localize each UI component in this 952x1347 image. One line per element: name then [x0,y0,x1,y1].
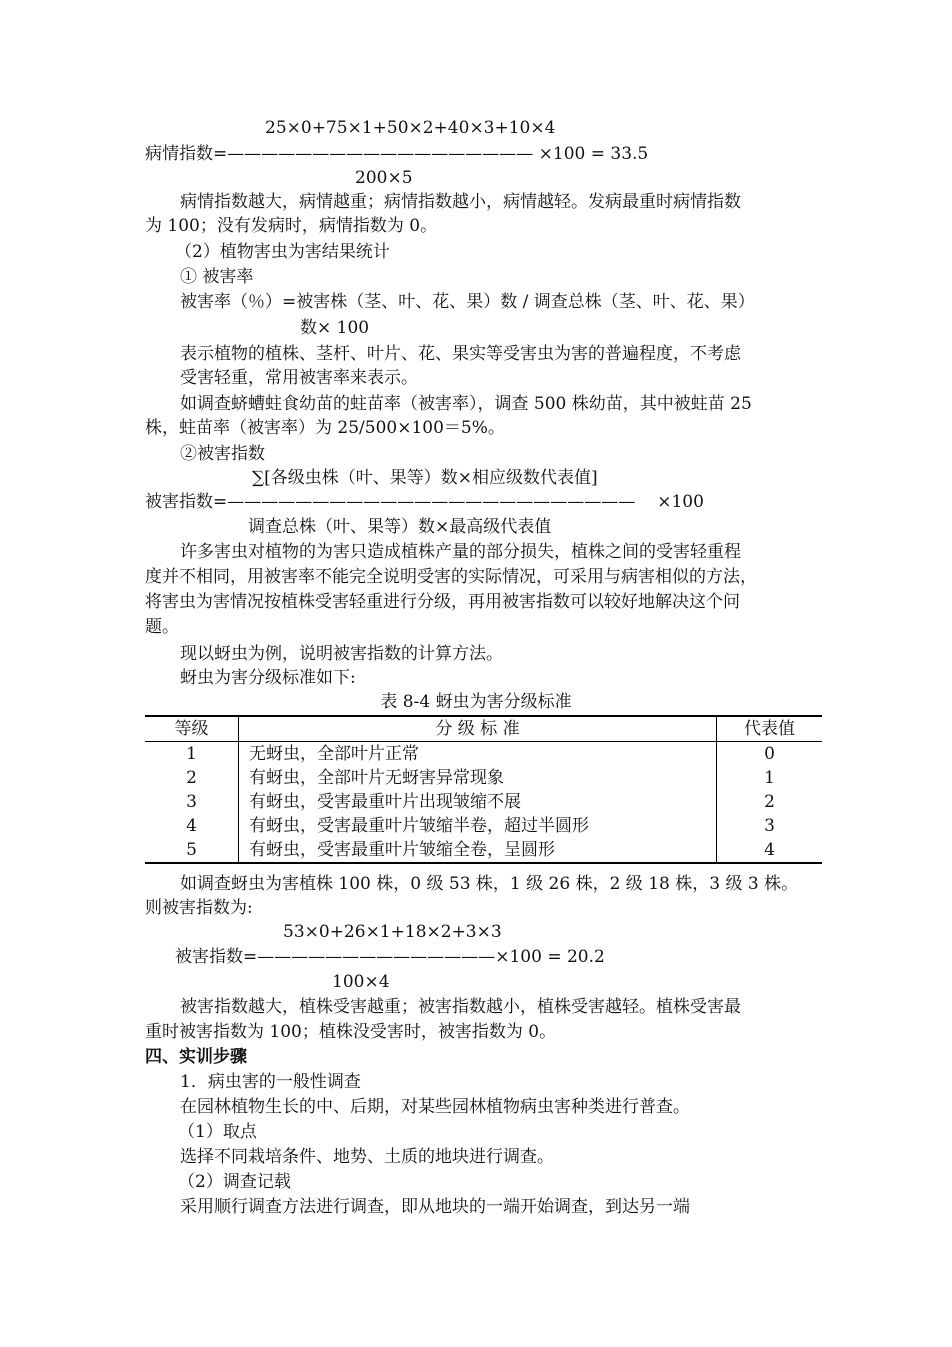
formula2-numerator: ∑[各级虫株（叶、果等）数×相应级数代表值] [252,468,598,488]
paragraph-aphid-example: 现以蚜虫为例，说明被害指数的计算方法。 [180,644,503,664]
cell-value: 1 [764,768,775,788]
formula2-denominator: 调查总株（叶、果等）数×最高级代表值 [248,517,552,537]
formula1-bar: —————————————————— [227,144,534,164]
step-sampling-text: 选择不同栽培条件、地势、土质的地块进行调查。 [180,1147,554,1167]
formula3-line [175,945,605,969]
section-heading-steps: 四、实训步骤 [145,1047,247,1067]
step-sampling: （1）取点 [178,1122,257,1142]
formula3-lhs: 被害指数= [175,947,258,967]
heading-pest-stats: （2）植物害虫为害结果统计 [175,242,390,262]
cell-value: 4 [764,840,775,860]
cell-value: 3 [764,816,775,836]
paragraph-disease-index-2: 为 100；没有发病时，病情指数为 0。 [145,216,438,236]
formula2-line [145,490,704,514]
cell-standard: 有蚜虫，受害最重叶片出现皱缩不展 [239,790,717,814]
paragraph-index-meaning-1: 被害指数越大，植株受害越重；被害指数越小，植株受害越轻。植株受害最 [180,997,741,1017]
header-standard: 分 级 标 准 [239,716,717,742]
formula1-lhs: 病情指数= [145,144,228,164]
table-row [145,838,822,863]
cell-grade: 4 [145,814,239,838]
step-recording: （2）调查记载 [178,1172,291,1192]
cell-value: 0 [764,744,775,764]
cell-grade: 1 [145,742,239,767]
formula1-line [145,142,648,166]
formula2-rhs: ×100 [657,492,704,512]
paragraph-index-meaning-2: 重时被害指数为 100；植株没受害时，被害指数为 0。 [145,1022,557,1042]
table-row [145,790,822,814]
cell-grade: 2 [145,766,239,790]
paragraph-survey-2: 则被害指数为: [145,898,253,918]
cell-standard: 有蚜虫，受害最重叶片皱缩全卷，呈圆形 [239,838,717,863]
aphid-grading-table [145,715,822,864]
paragraph-example-2: 株，蛀苗率（被害率）为 25/500×100＝5%。 [145,418,505,438]
formula3-rhs: ×100 = 20.2 [495,947,605,967]
damage-rate-formula-2: 数× 100 [300,318,370,338]
cell-grade: 3 [145,790,239,814]
formula3-bar: —————————————— [257,947,496,967]
table-row [145,814,822,838]
cell-standard: 无蚜虫，全部叶片正常 [239,742,717,767]
heading-damage-index: ②被害指数 [180,444,265,464]
table-row [145,742,822,767]
table-header-row [145,716,822,742]
header-value: 代表值 [744,719,795,739]
paragraph-damage-rate-1: 表示植物的植株、茎杆、叶片、花、果实等受害虫为害的普遍程度，不考虑 [180,344,741,364]
table-row [145,766,822,790]
formula3-denominator: 100×4 [332,972,390,992]
formula1-denominator: 200×5 [355,168,413,188]
damage-rate-formula-1: 被害率（％）=被害株（茎、叶、花、果）数 / 调查总株（茎、叶、花、果） [180,292,755,312]
paragraph-grading-4: 题。 [145,617,179,637]
cell-standard: 有蚜虫，受害最重叶片皱缩半卷，超过半圆形 [239,814,717,838]
formula2-lhs: 被害指数= [145,492,228,512]
cell-standard: 有蚜虫，全部叶片无蚜害异常现象 [239,766,717,790]
paragraph-grading-1: 许多害虫对植物的为害只造成植株产量的部分损失，植株之间的受害轻重程 [180,542,741,562]
cell-grade: 5 [145,838,239,863]
paragraph-aphid-standard: 蚜虫为害分级标准如下: [180,668,356,688]
step-recording-text: 采用顺行调查方法进行调查，即从地块的一端开始调查，到达另一端 [180,1197,690,1217]
paragraph-grading-2: 度并不相同，用被害率不能完全说明受害的实际情况，可采用与病害相似的方法， [145,567,757,587]
cell-value: 2 [764,792,775,812]
formula1-numerator: 25×0+75×1+50×2+40×3+10×4 [265,118,556,138]
paragraph-grading-3: 将害虫为害情况按植株受害轻重进行分级，再用被害指数可以较好地解决这个问 [145,592,740,612]
paragraph-damage-rate-2: 受害轻重，常用被害率来表示。 [180,368,418,388]
header-grade: 等级 [145,716,239,742]
paragraph-example-1: 如调查蛴螬蛀食幼苗的蛀苗率（被害率），调查 500 株幼苗，其中被蛀苗 25 [180,394,752,414]
heading-damage-rate: ① 被害率 [180,267,254,287]
formula3-numerator: 53×0+26×1+18×2+3×3 [283,922,502,942]
paragraph-disease-index-1: 病情指数越大，病情越重；病情指数越小，病情越轻。发病最重时病情指数 [180,192,741,212]
table-caption: 表 8-4 蚜虫为害分级标准 [380,692,572,712]
step-general-survey-text: 在园林植物生长的中、后期，对某些园林植物病虫害种类进行普查。 [180,1097,690,1117]
step-general-survey: 1．病虫害的一般性调查 [180,1072,361,1092]
paragraph-survey-1: 如调查蚜虫为害植株 100 株，0 级 53 株，1 级 26 株，2 级 18 株，3 级 3 株。 [180,874,799,894]
formula2-bar: ———————————————————————— [227,492,636,512]
formula1-rhs: ×100 = 33.5 [533,144,649,164]
